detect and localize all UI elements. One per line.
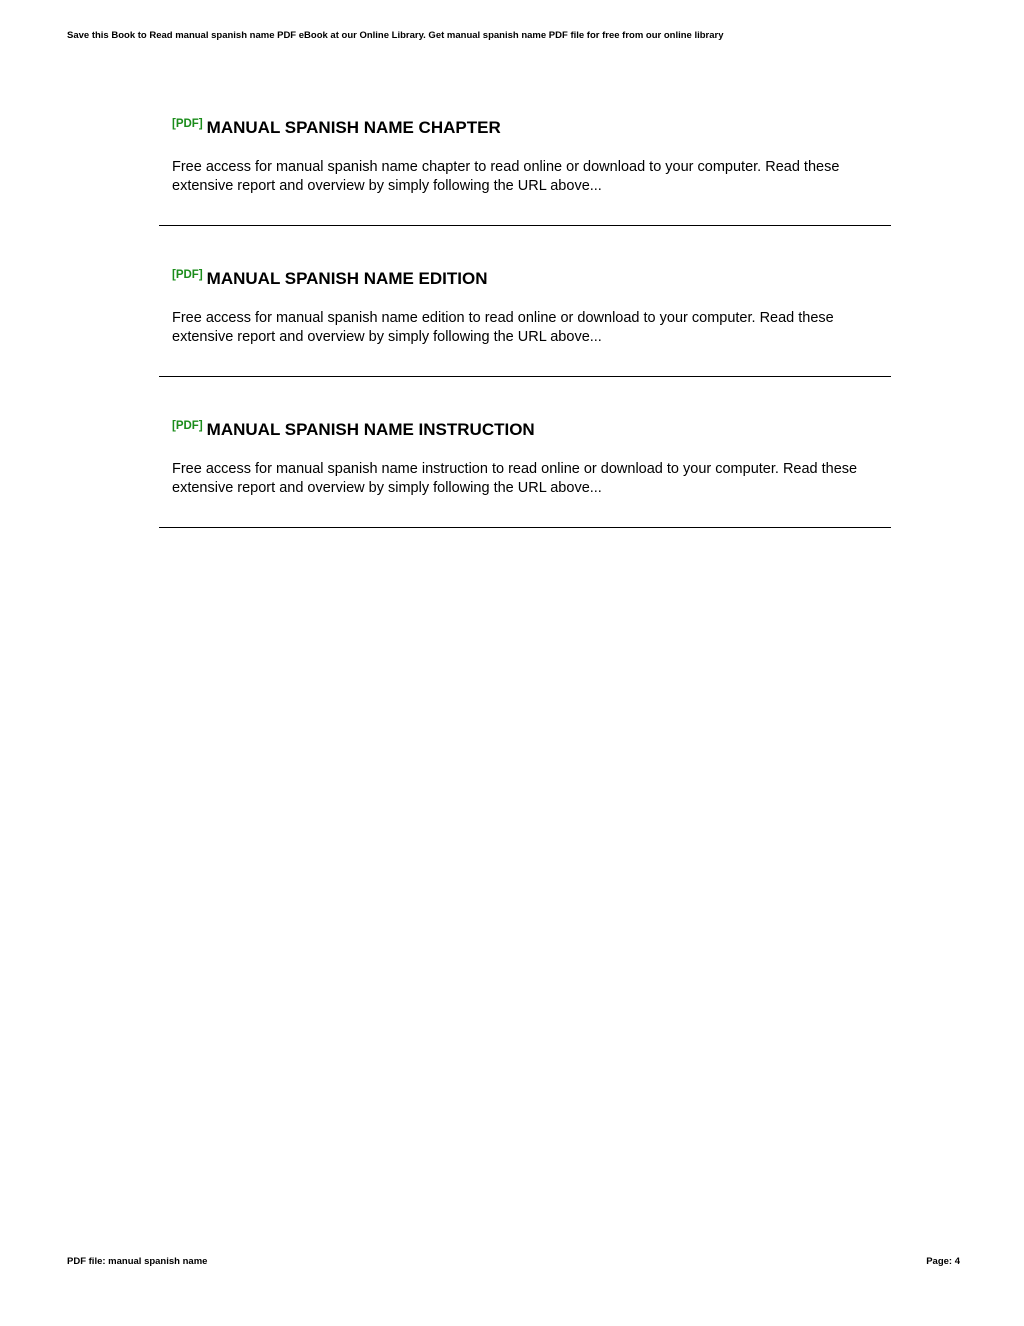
pdf-tag: [PDF] bbox=[172, 420, 203, 432]
entry-title-row[interactable] bbox=[172, 269, 488, 289]
page-header: Save this Book to Read manual spanish name PDF eBook at our Online Library. Get manual spanish name PDF file for free from our online library bbox=[67, 30, 724, 41]
entry-description: Free access for manual spanish name edition to read online or download to your computer. Read these extensive report and overview by simply following the URL above... bbox=[172, 310, 834, 345]
list-item bbox=[159, 118, 891, 269]
entry-title[interactable]: MANUAL SPANISH NAME CHAPTER bbox=[206, 118, 501, 137]
entry-title[interactable]: MANUAL SPANISH NAME EDITION bbox=[206, 269, 488, 288]
entry-description: Free access for manual spanish name chapter to read online or download to your computer. Read these extensive report and overview by simply following the URL above... bbox=[172, 159, 840, 194]
divider bbox=[159, 376, 891, 377]
divider bbox=[159, 527, 891, 528]
list-item bbox=[159, 420, 891, 571]
entry-title-row[interactable] bbox=[172, 118, 501, 138]
footer-page-number: Page: 4 bbox=[926, 1256, 960, 1267]
entry-description: Free access for manual spanish name instruction to read online or download to your computer. Read these extensive report and overview by simply following the URL above... bbox=[172, 461, 858, 496]
pdf-tag: [PDF] bbox=[172, 269, 203, 281]
divider bbox=[159, 225, 891, 226]
entry-title-row[interactable] bbox=[172, 420, 535, 440]
list-item bbox=[159, 269, 891, 420]
footer-file-label: PDF file: manual spanish name bbox=[67, 1256, 208, 1267]
entry-title[interactable]: MANUAL SPANISH NAME INSTRUCTION bbox=[206, 420, 535, 439]
pdf-tag: [PDF] bbox=[172, 118, 203, 130]
entry-list bbox=[159, 118, 891, 571]
